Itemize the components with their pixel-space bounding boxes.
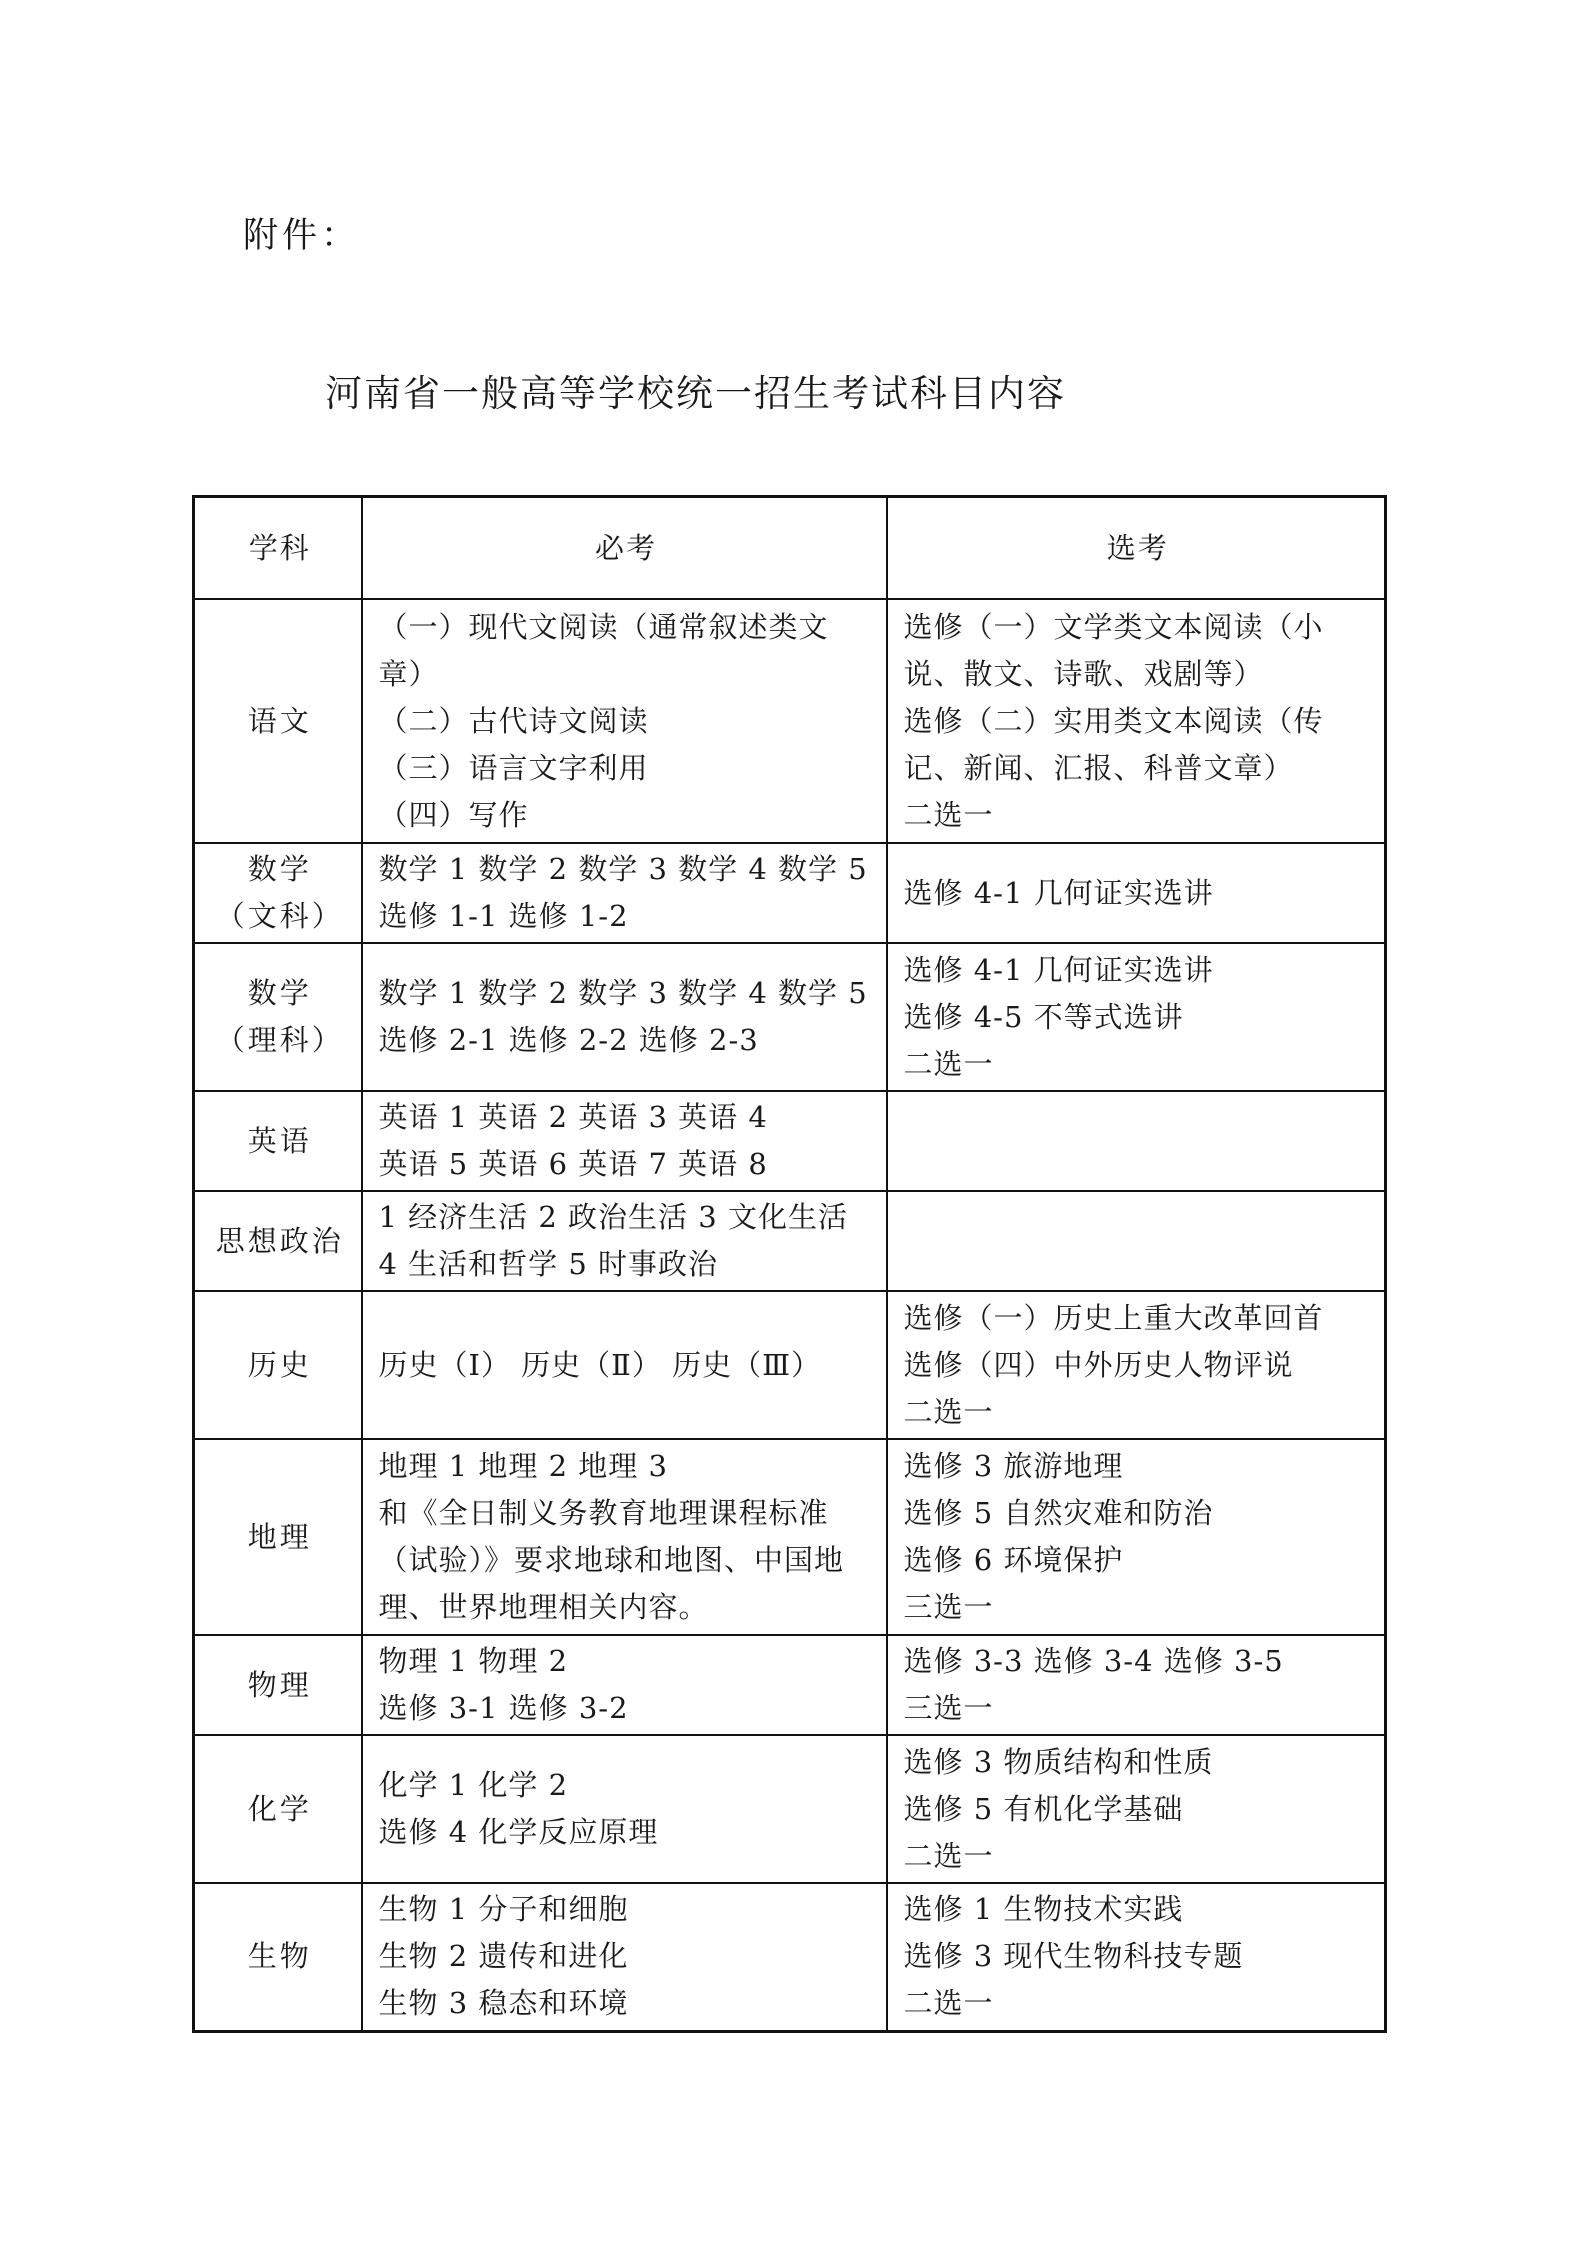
optional-item: 二选一	[903, 797, 994, 832]
optional-item: 选修 3 现代生物科技专题	[903, 1939, 1244, 1974]
required-item: （三）语言文字利用	[378, 750, 649, 785]
required-item: 选修 4 化学反应原理	[378, 1815, 659, 1849]
optional-item: 三选一	[903, 1590, 994, 1624]
subject-cell	[194, 843, 362, 943]
required-item: 历史（Ⅰ） 历史（Ⅱ） 历史（Ⅲ）	[378, 1347, 822, 1382]
required-cell	[362, 1191, 887, 1291]
subject-cell	[194, 1091, 362, 1191]
table-row	[194, 1883, 1386, 2031]
table-row	[194, 1191, 1386, 1291]
required-item: 英语 1 英语 2 英语 3 英语 4	[378, 1100, 768, 1134]
required-cell	[362, 1291, 887, 1439]
subject-name: 数学	[247, 976, 312, 1010]
optional-cell	[887, 843, 1386, 943]
required-item: 生物 2 遗传和进化	[378, 1939, 629, 1974]
required-item: 数学 1 数学 2 数学 3 数学 4 数学 5	[378, 976, 868, 1010]
table-row	[194, 1291, 1386, 1439]
table-row	[194, 1735, 1386, 1883]
document-title: 河南省一般高等学校统一招生考试科目内容	[325, 372, 1066, 415]
required-cell	[362, 843, 887, 943]
subject-qualifier: （理科）	[215, 1023, 344, 1057]
table-row	[194, 599, 1386, 843]
subject-name: 英语	[247, 1123, 312, 1158]
attachment-label: 附件：	[243, 216, 361, 256]
optional-cell	[887, 1883, 1386, 2031]
optional-cell	[887, 1291, 1386, 1439]
subject-cell	[194, 1291, 362, 1439]
optional-item: 选修 1 生物技术实践	[903, 1892, 1184, 1927]
subject-name: 思想政治	[215, 1223, 344, 1258]
subject-name: 生物	[247, 1939, 312, 1974]
optional-cell	[887, 1191, 1386, 1291]
required-item: 和《全日制义务教育地理课程标准（试验）》要求地球和地图、中国地理、世界地理相关内容。	[378, 1496, 845, 1624]
required-cell	[362, 599, 887, 843]
optional-item: 选修（二）实用类文本阅读（传记、新闻、汇报、科普文章）	[903, 703, 1324, 785]
optional-item: 选修 4-1 几何证实选讲	[903, 875, 1214, 910]
optional-cell	[887, 943, 1386, 1091]
optional-item: 二选一	[903, 1046, 994, 1081]
subject-name: 语文	[247, 703, 312, 738]
optional-cell	[887, 1439, 1386, 1635]
optional-item: 选修 5 有机化学基础	[903, 1791, 1184, 1826]
optional-item: 选修（一）文学类文本阅读（小说、散文、诗歌、戏剧等）	[903, 609, 1324, 691]
optional-cell	[887, 1635, 1386, 1735]
table-row	[194, 1091, 1386, 1191]
optional-item: 三选一	[903, 1691, 994, 1725]
required-cell	[362, 1439, 887, 1635]
exam-subjects-table	[192, 495, 1387, 2033]
required-item: 选修 1-1 选修 1-2	[378, 899, 629, 933]
required-item: 选修 2-1 选修 2-2 选修 2-3	[378, 1023, 759, 1057]
required-cell	[362, 1735, 887, 1883]
subject-cell	[194, 599, 362, 843]
required-item: 数学 1 数学 2 数学 3 数学 4 数学 5	[378, 852, 868, 886]
subject-cell	[194, 1191, 362, 1291]
subject-name: 化学	[247, 1791, 312, 1826]
required-cell	[362, 943, 887, 1091]
required-item: （二）古代诗文阅读	[378, 703, 649, 738]
optional-item: 选修 4-1 几何证实选讲	[903, 952, 1214, 987]
optional-item: 选修 4-5 不等式选讲	[903, 999, 1184, 1034]
required-item: （四）写作	[378, 797, 529, 832]
required-cell	[362, 1635, 887, 1735]
optional-item: 二选一	[903, 1394, 994, 1429]
required-item: 地理 1 地理 2 地理 3	[378, 1449, 668, 1483]
subject-cell	[194, 1735, 362, 1883]
required-item: 1 经济生活 2 政治生活 3 文化生活 4 生活和哲学 5 时事政治	[378, 1200, 848, 1281]
subject-cell	[194, 1883, 362, 2031]
required-item: （一）现代文阅读（通常叙述类文章）	[378, 609, 829, 691]
required-cell	[362, 1883, 887, 2031]
required-cell	[362, 1091, 887, 1191]
header-optional: 选考	[887, 497, 1386, 600]
subject-name: 物理	[247, 1667, 312, 1702]
subject-qualifier: （文科）	[215, 899, 344, 933]
optional-item: 二选一	[903, 1838, 994, 1873]
required-item: 化学 1 化学 2	[378, 1768, 569, 1802]
table-header-row	[194, 497, 1386, 600]
required-item: 生物 3 稳态和环境	[378, 1986, 629, 2021]
subject-name: 历史	[247, 1347, 312, 1382]
optional-item: 选修 3-3 选修 3-4 选修 3-5	[903, 1644, 1284, 1678]
required-item: 物理 1 物理 2	[378, 1644, 569, 1678]
table-row	[194, 1635, 1386, 1735]
optional-cell	[887, 599, 1386, 843]
subject-name: 地理	[247, 1519, 312, 1554]
subject-cell	[194, 943, 362, 1091]
table-row	[194, 843, 1386, 943]
optional-item: 二选一	[903, 1986, 994, 2021]
required-item: 生物 1 分子和细胞	[378, 1892, 629, 1927]
required-item: 选修 3-1 选修 3-2	[378, 1691, 629, 1725]
header-subject: 学科	[194, 497, 362, 600]
optional-item: 选修 3 旅游地理	[903, 1449, 1124, 1483]
optional-cell	[887, 1091, 1386, 1191]
subject-cell	[194, 1439, 362, 1635]
subject-name: 数学	[247, 852, 312, 886]
optional-item: 选修 5 自然灾难和防治	[903, 1496, 1214, 1530]
optional-item: 选修（一）历史上重大改革回首	[903, 1300, 1324, 1335]
table-row	[194, 943, 1386, 1091]
optional-item: 选修（四）中外历史人物评说	[903, 1347, 1294, 1382]
optional-cell	[887, 1735, 1386, 1883]
required-item: 英语 5 英语 6 英语 7 英语 8	[378, 1147, 768, 1181]
table-row	[194, 1439, 1386, 1635]
subject-cell	[194, 1635, 362, 1735]
optional-item: 选修 6 环境保护	[903, 1543, 1124, 1577]
header-required: 必考	[362, 497, 887, 600]
optional-item: 选修 3 物质结构和性质	[903, 1744, 1214, 1779]
